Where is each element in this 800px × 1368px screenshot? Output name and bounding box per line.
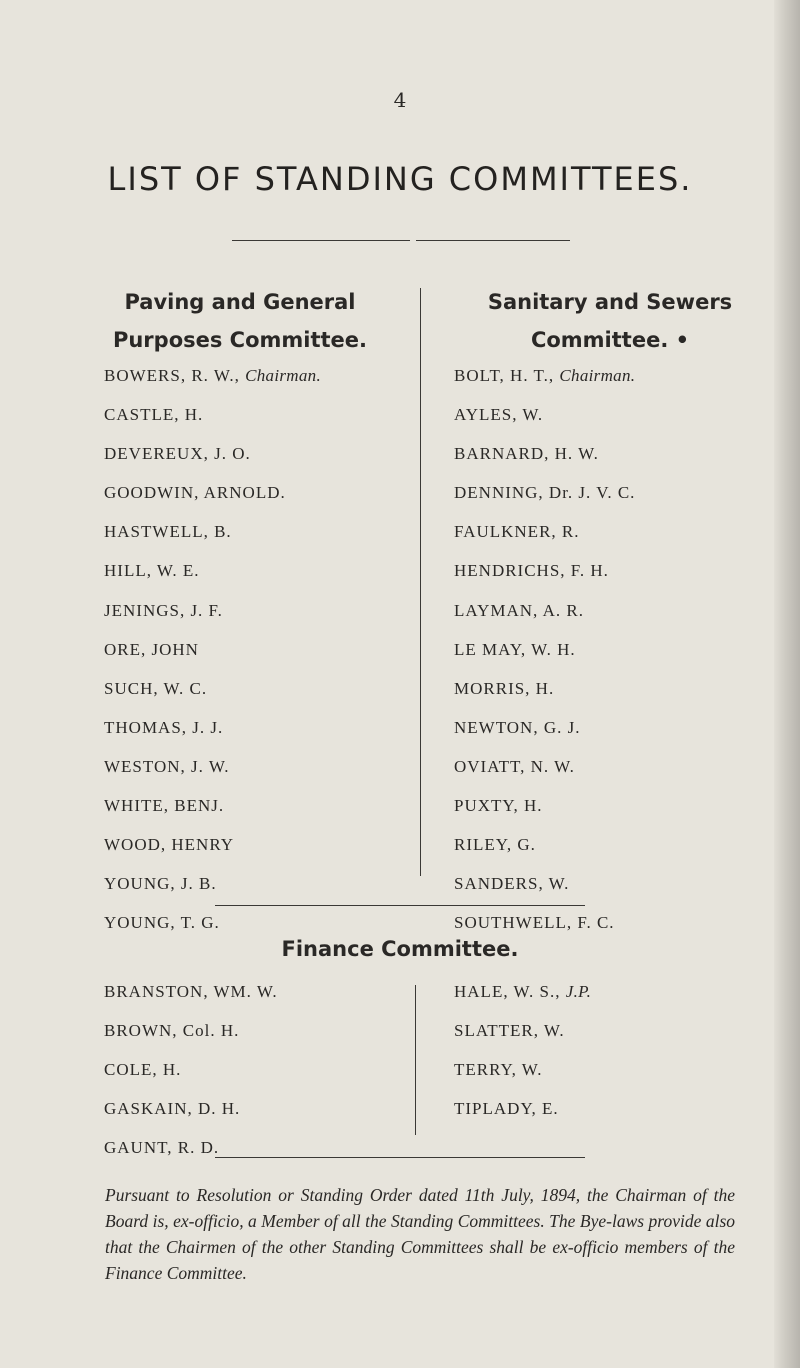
page-title: LIST OF STANDING COMMITTEES. [107, 160, 693, 198]
member-name: FAULKNER, R. [454, 522, 580, 542]
committee-member [104, 522, 321, 561]
committee-member [454, 1021, 591, 1060]
committee-member [104, 1060, 278, 1099]
paving-member-list [104, 366, 321, 952]
member-name: WOOD, HENRY [104, 835, 234, 855]
member-name: BRANSTON, WM. W. [104, 982, 278, 1001]
committee-member [104, 601, 321, 640]
member-name: TERRY, W. [454, 1060, 543, 1080]
member-name: BROWN, Col. H. [104, 1021, 240, 1041]
committee-member [104, 757, 321, 796]
committee-member [454, 718, 635, 757]
committee-member [454, 757, 635, 796]
sanitary-heading-line2: Committee. • [530, 328, 690, 352]
paving-heading-line1: Paving and General [124, 290, 356, 314]
member-name: YOUNG, T. G. [104, 913, 220, 933]
member-name: HASTWELL, B. [104, 522, 232, 542]
member-name: BOWERS, R. W., [104, 366, 246, 385]
committee-member [454, 561, 635, 600]
member-name: LE MAY, W. H. [454, 639, 576, 659]
member-name: ORE, JOHN [104, 639, 199, 659]
committee-member [104, 405, 321, 444]
member-name: NEWTON, G. J. [454, 717, 581, 737]
committee-member [454, 982, 591, 1021]
finance-member-list-right [454, 982, 591, 1138]
finance-member-list-left [104, 982, 278, 1177]
member-name: SOUTHWELL, F. C. [454, 913, 615, 933]
member-name: SLATTER, W. [454, 1021, 565, 1041]
committee-member [104, 366, 321, 405]
committee-member [454, 522, 635, 561]
committee-member [104, 718, 321, 757]
committee-member [104, 483, 321, 522]
section-rule-bottom [215, 1157, 585, 1158]
page-number: 4 [393, 88, 407, 112]
sanitary-member-list [454, 366, 635, 952]
finance-committee-heading: Finance Committee. [281, 937, 519, 961]
member-name: BOLT, H. T., [454, 366, 560, 385]
title-rule-left [232, 240, 410, 241]
member-name: SUCH, W. C. [104, 678, 208, 698]
member-name: JENINGS, J. F. [104, 600, 223, 620]
member-name: HALE, W. S., [454, 982, 566, 1001]
member-name: HILL, W. E. [104, 561, 200, 581]
committee-member [104, 1021, 278, 1060]
finance-column-divider [415, 985, 416, 1135]
member-name: BARNARD, H. W. [454, 444, 599, 464]
member-name: SANDERS, W. [454, 874, 570, 894]
paving-heading-line2: Purposes Committee. [112, 328, 368, 352]
sanitary-heading-line1: Sanitary and Sewers [487, 290, 733, 314]
member-name: AYLES, W. [454, 405, 544, 425]
committee-member [454, 679, 635, 718]
committee-member [104, 640, 321, 679]
committee-member [454, 601, 635, 640]
member-name: DENNING, Dr. J. V. C. [454, 483, 636, 503]
committee-member [454, 483, 635, 522]
page-edge-shadow [774, 0, 800, 1368]
committee-member [454, 366, 635, 405]
committee-member [454, 1060, 591, 1099]
member-name: MORRIS, H. [454, 678, 555, 698]
member-name: GOODWIN, ARNOLD. [104, 483, 286, 503]
committee-member [454, 796, 635, 835]
member-name: DEVEREUX, J. O. [104, 444, 251, 464]
member-name: GASKAIN, D. H. [104, 1099, 241, 1119]
member-name: COLE, H. [104, 1060, 182, 1080]
member-name: YOUNG, J. B. [104, 874, 217, 894]
standing-order-note: Pursuant to Resolution or Standing Order dated 11th July, 1894, the Chairman of the Board is, ex-officio, a Member of all the Standing Committees. The Bye-laws provide also that the Chairmen of the other Standing Committees shall be ex-officio members of the Finance Committee. [105, 1185, 735, 1283]
section-rule-top [215, 905, 585, 906]
member-name: GAUNT, R. D. [104, 1138, 220, 1158]
member-name: CASTLE, H. [104, 405, 204, 425]
committee-member [104, 561, 321, 600]
committee-member [454, 405, 635, 444]
title-rule-right [416, 240, 570, 241]
member-name: WHITE, BENJ. [104, 796, 225, 816]
committee-member [104, 679, 321, 718]
member-name: RILEY, G. [454, 835, 536, 855]
committee-member [104, 444, 321, 483]
member-role: J.P. [565, 982, 592, 1001]
committee-member [104, 796, 321, 835]
committee-member [104, 1099, 278, 1138]
sanitary-committee-heading [440, 283, 780, 359]
member-role: Chairman. [559, 366, 636, 385]
committee-column-divider [420, 288, 421, 876]
member-name: OVIATT, N. W. [454, 756, 575, 776]
committee-member [454, 640, 635, 679]
committee-member [454, 835, 635, 874]
member-role: Chairman. [245, 366, 322, 385]
committee-member [454, 444, 635, 483]
member-name: WESTON, J. W. [104, 756, 230, 776]
member-name: TIPLADY, E. [454, 1099, 559, 1119]
member-name: THOMAS, J. J. [104, 717, 224, 737]
committee-member [454, 874, 635, 913]
committee-member [454, 1099, 591, 1138]
member-name: LAYMAN, A. R. [454, 600, 584, 620]
member-name: PUXTY, H. [454, 796, 543, 816]
committee-member [104, 982, 278, 1021]
member-name: HENDRICHS, F. H. [454, 561, 609, 581]
committee-member [104, 874, 321, 913]
committee-member [104, 835, 321, 874]
paving-committee-heading [70, 283, 410, 359]
